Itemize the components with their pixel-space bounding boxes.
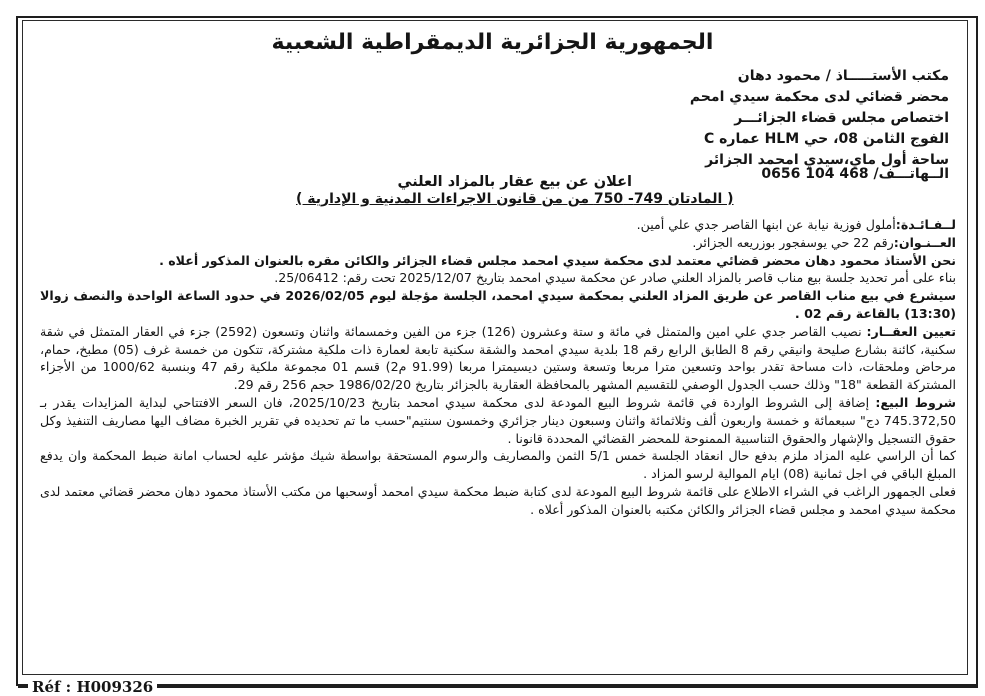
property-label: تعيين العقــار:	[866, 323, 956, 339]
announcement-heading	[296, 174, 734, 207]
beneficiary-line	[40, 216, 956, 234]
bailiff-paragraph: نحن الأستاذ محمود دهان محضر قضائي معتمد لدى محكمة سيدي امحمد مجلس قضاء الجزائر والكائن مقره بالعنوان المذكور أعلاه .	[159, 252, 956, 268]
address-line	[40, 234, 956, 252]
address-value: رقم 22 حي يوسفجور بوزريعه الجزائر.	[692, 234, 894, 250]
beneficiary-value: أملول فوزية نيابة عن ابنها القاصر جدي علي أمين.	[636, 217, 896, 232]
office-role: محضر قضائي لدى محكمة سيدي امحم	[689, 89, 949, 105]
announcement-title: اعلان عن بيع عقار بالمزاد العلني	[397, 174, 632, 190]
office-header	[690, 66, 949, 171]
order-paragraph: بناء على أمر تحديد جلسة بيع مناب قاصر بالمزاد العلني صادر عن محكمة سيدي امحمد بتاريخ 2025/12/07 تحت رقم: 25/06412.	[274, 270, 956, 286]
office-jurisdiction: اختصاص مجلس قضاء الجزائـــر	[734, 110, 949, 126]
payment-paragraph: كما أن الراسي عليه المزاد ملزم بدفع حال انعقاد الجلسة خمس 5/1 الثمن والمصاريف والرسوم المستحقة بواسطة شيك مؤشر عليه لحساب امانة ضبط المحكمة وان يدفع المبلغ الباقي في اجل ثمانية (08) ايام الموالية لرسو المزاد .	[40, 448, 956, 482]
address-label: العــنـوان:	[893, 234, 956, 250]
phone-label: الــهاتـــف/	[873, 166, 949, 182]
office-address-2: ساحة أول ماي،سيدي امحمد الجزائر	[705, 152, 949, 168]
footer-rule	[18, 686, 978, 688]
property-paragraph	[40, 323, 956, 394]
office-name: مكتب الأستـــــاذ / محمود دهان	[737, 68, 949, 84]
beneficiary-label: لــفـائـدة:	[895, 217, 956, 232]
terms-value: إضافة إلى الشروط الواردة في قائمة شروط البيع المودعة لدى محكمة سيدي امحمد بتاريخ 2025/10/23، فان السعر الافتتاحي لبداية المزايدات يقدر بـ 745.372,50 دج" سبعمائة و خمسة واربعون ألف وثلاثمائة واثنان وسبعون دينار جزائري وخمسون سنتيم"حسب ما تم تحديده في تقرير الخبرة مضاف اليها مصاريف التنفيذ وكل حقوق التسجيل والإشهار والحقوق التناسبية الممنوحة للمحضر القضائي المحددة قانونا .	[40, 394, 956, 446]
announcement-subtitle: ( المادتان 749- 750 من من قانون الاجراءات المدنية و الإدارية )	[296, 191, 734, 207]
page-title: الجمهورية الجزائرية الديمقراطية الشعبية	[271, 30, 714, 55]
terms-paragraph	[40, 394, 956, 447]
reference-number: Réf : H009326	[28, 678, 157, 696]
public-notice-paragraph: فعلى الجمهور الراغب في الشراء الاطلاع على قائمة شروط البيع المودعة لدى كتابة ضبط محكمة سيدي امحمد أوسحبها من مكتب الأستاذ محمود دهان محضر قضائي معتمد لدى محكمة سيدي امحمد و مجلس قضاء الجزائر والكائن مكتبه بالعنوان المذكور أعلاه .	[40, 483, 956, 517]
terms-label: شروط البيع:	[875, 394, 956, 410]
office-address-1: الفوج الثامن 08، حي HLM عماره C	[704, 131, 949, 147]
phone-value: 0656 104 468	[761, 166, 869, 182]
office-phone	[761, 166, 949, 182]
property-value: نصيب القاصر جدي علي امين والمتمثل في مائة و ستة وعشرون (126) جزء من الفين وخمسمائة واثنان وتسعون (2592) جزء في العقار المتمثل في شقة سكنية، كائنة بشارع صليحة وانيقي رقم 8 الطابق الرابع رقم 18 بلدية سيدي امحمد والشقة سكنية تابعة لعمارة ذات ملكية مشتركة، تتكون من خمسة غرف (05) مطبخ، حمام، مرحاض وملحقات، ذات مساحة تقدر بواحد وتسعين مترا مربعا وتسعة وستين ديسيمترا مربعا (91.99 م2) قسم 01 مجموعة ملكية رقم 47 وبنسبة 1000/62 من الأجزاء المشتركة القطعة "18" وذلك حسب الجدول الوصفي للتقسيم المشهر بالمحافظة العقارية بالجزائر بتاريخ 1986/02/20 حجم 256 رقم 29.	[40, 323, 956, 393]
session-paragraph: سيشرع في بيع مناب القاصر عن طريق المزاد العلني بمحكمة سيدي امحمد، الجلسة مؤجلة ليوم 2026/02/05 في حدود الساعة الواحدة والنصف زوالا (13:30) بالقاعة رقم 02 .	[40, 288, 956, 321]
announcement-body	[40, 216, 956, 519]
